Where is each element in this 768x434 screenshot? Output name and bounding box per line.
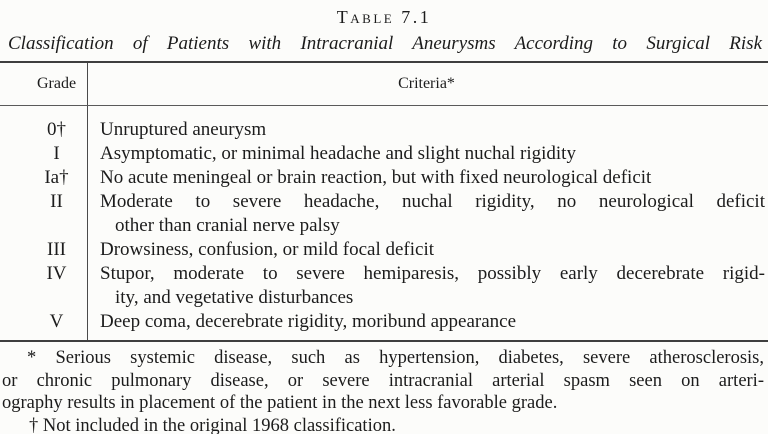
criteria-value: [88, 262, 768, 310]
criteria-value: [88, 238, 768, 262]
footnote-dagger-line: † Not included in the original 1968 classification.: [29, 415, 396, 434]
table-body: [0, 106, 768, 340]
grade-value: 0†: [0, 106, 88, 142]
table-number: Table 7.1: [336, 7, 432, 27]
table-row-grade-1: [0, 142, 768, 166]
criteria-value: [88, 190, 768, 238]
criteria-value: [88, 166, 768, 190]
criteria-line: Moderate to severe headache, nuchal rigidity, no neurological deficit: [100, 191, 765, 212]
criteria-line: Asymptomatic, or minimal headache and slight nuchal rigidity: [100, 143, 576, 164]
criteria-line: Drowsiness, confusion, or mild focal deficit: [100, 239, 435, 260]
table-title: Classification of Patients with Intracranial Aneurysms According to Surgical Risk: [8, 33, 762, 54]
table-row-grade-5: [0, 310, 768, 340]
grade-value: V: [0, 310, 88, 340]
table-row-grade-3: [0, 238, 768, 262]
criteria-line: Stupor, moderate to severe hemiparesis, possibly early decerebrate rigid-: [100, 263, 765, 284]
grade-value: II: [0, 190, 88, 238]
column-header-grade: Grade: [0, 63, 88, 105]
criteria-line: other than cranial nerve palsy: [115, 215, 340, 236]
grade-value: IV: [0, 262, 88, 310]
footnotes: [0, 347, 768, 434]
grade-value: III: [0, 238, 88, 262]
criteria-value: [88, 106, 768, 142]
criteria-line: Unruptured aneurysm: [100, 119, 267, 140]
table-rule-bottom: [0, 340, 768, 342]
criteria-line: ity, and vegetative disturbances: [115, 287, 354, 308]
criteria-value: [88, 310, 768, 340]
footnote-asterisk-line: or chronic pulmonary disease, or severe intracranial arterial spasm seen on arteri-: [2, 370, 764, 391]
criteria-value: [88, 142, 768, 166]
criteria-line: No acute meningeal or brain reaction, but with fixed neurological deficit: [100, 167, 652, 188]
table-row-grade-0: [0, 106, 768, 142]
table-row-grade-2: [0, 190, 768, 238]
table-row-grade-1a: [0, 166, 768, 190]
footnote-asterisk-line: * Serious systemic disease, such as hypertension, diabetes, severe atherosclerosis,: [27, 348, 764, 368]
criteria-line: Deep coma, decerebrate rigidity, moribund appearance: [100, 311, 517, 332]
grade-value: I: [0, 142, 88, 166]
footnote-asterisk-line: ography results in placement of the patient in the next less favorable grade.: [2, 393, 558, 413]
grade-value: Ia†: [0, 166, 88, 190]
column-header-criteria: Criteria*: [398, 75, 455, 92]
table-header-row: [0, 63, 768, 105]
scanned-page: [0, 7, 768, 434]
table-row-grade-4: [0, 262, 768, 310]
